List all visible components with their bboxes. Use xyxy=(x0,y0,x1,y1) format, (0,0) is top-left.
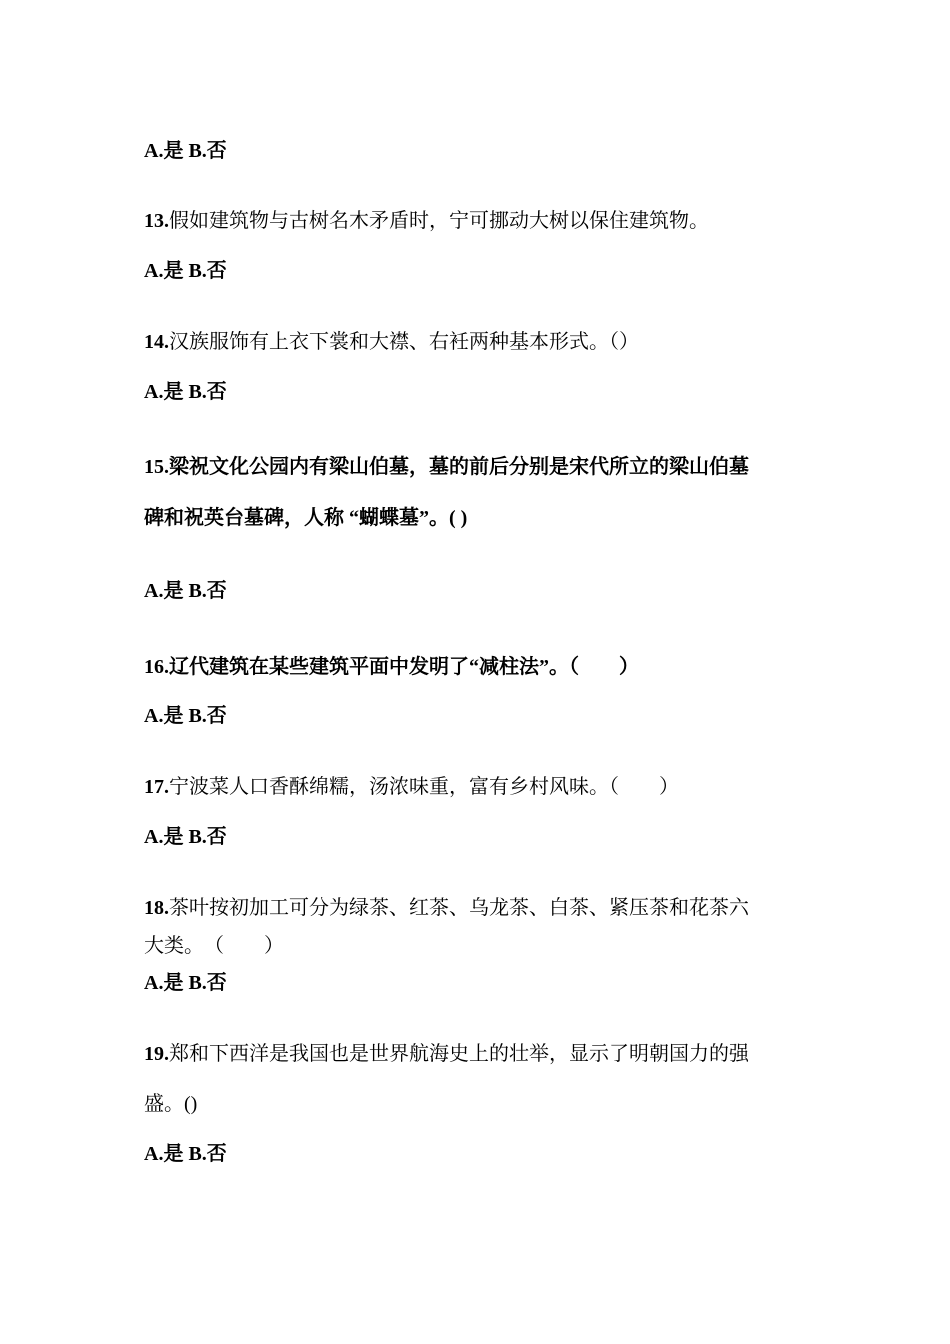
question-13 xyxy=(144,209,709,233)
question-14 xyxy=(144,330,639,354)
answer-options-18: A.是 B.否 xyxy=(144,972,227,994)
question-number: 18. xyxy=(144,897,169,919)
question-18 xyxy=(144,896,749,920)
question-text: 宁波菜人口香酥绵糯，汤浓味重，富有乡村风味。（ ） xyxy=(169,776,679,798)
question-17 xyxy=(144,775,679,799)
answer-options-15: A.是 B.否 xyxy=(144,580,227,602)
question-16 xyxy=(144,655,639,679)
question-15-line-2: 碑和祝英台墓碑，人称 “蝴蝶墓”。( ) xyxy=(144,507,468,529)
question-18-line-2: 大类。 （ ） xyxy=(144,935,284,957)
answer-options-12: A.是 B.否 xyxy=(144,140,227,162)
question-text: 汉族服饰有上衣下裳和大襟、右衽两种基本形式。（） xyxy=(169,331,639,353)
question-text: 茶叶按初加工可分为绿茶、红茶、乌龙茶、白茶、紧压茶和花茶六 xyxy=(169,897,749,919)
question-text: 郑和下西洋是我国也是世界航海史上的壮举，显示了明朝国力的强 xyxy=(169,1043,749,1065)
question-number: 16. xyxy=(144,656,169,678)
question-number: 14. xyxy=(144,331,169,353)
question-number: 15. xyxy=(144,456,169,478)
question-15 xyxy=(144,455,749,479)
question-19 xyxy=(144,1042,749,1066)
question-text: 辽代建筑在某些建筑平面中发明了“减柱法”。（ ） xyxy=(169,656,639,678)
question-19-line-2: 盛。() xyxy=(144,1093,198,1115)
answer-options-14: A.是 B.否 xyxy=(144,381,227,403)
question-number: 17. xyxy=(144,776,169,798)
question-number: 13. xyxy=(144,210,169,232)
question-text: 梁祝文化公园内有梁山伯墓，墓的前后分别是宋代所立的梁山伯墓 xyxy=(169,456,749,478)
answer-options-19: A.是 B.否 xyxy=(144,1143,227,1165)
answer-options-17: A.是 B.否 xyxy=(144,826,227,848)
question-number: 19. xyxy=(144,1043,169,1065)
question-text: 假如建筑物与古树名木矛盾时，宁可挪动大树以保住建筑物。 xyxy=(169,210,709,232)
answer-options-16: A.是 B.否 xyxy=(144,705,227,727)
answer-options-13: A.是 B.否 xyxy=(144,260,227,282)
